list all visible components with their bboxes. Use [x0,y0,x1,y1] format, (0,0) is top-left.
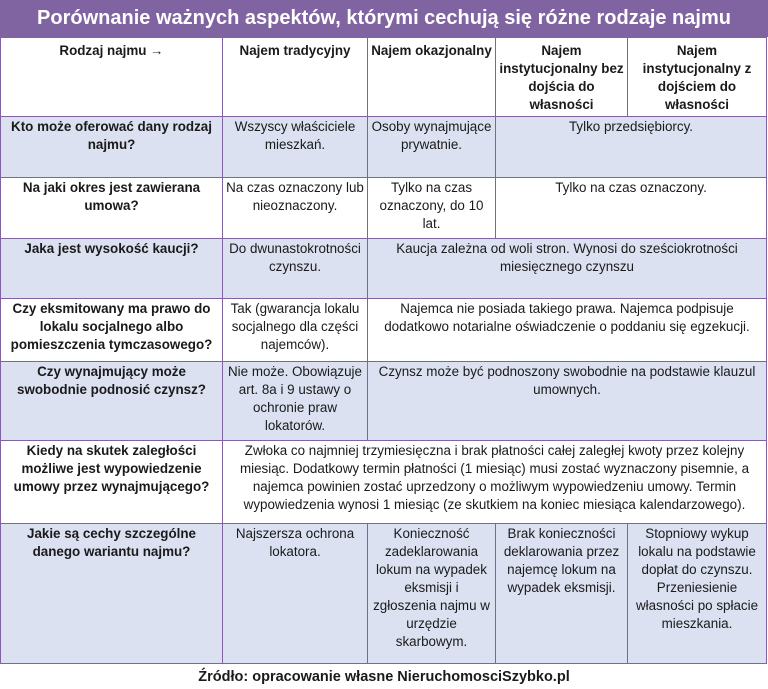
cell-pozostale: Czynsz może być podnoszony swobodnie na podstawie klauzul umownych. [368,362,767,441]
header-cell-bez-dojscia: Najem instytucjonalny bez dojścia do własności [496,38,628,117]
table-row [1,239,767,299]
comparison-table [0,37,767,664]
header-row [1,38,767,117]
cell-pozostale: Najemca nie posiada takiego prawa. Najemca podpisuje dodatkowo notarialne oświadczenie o poddaniu się egzekucji. [368,299,767,362]
cell-pozostale: Kaucja zależna od woli stron. Wynosi do sześciokrotności miesięcznego czynszu [368,239,767,299]
table-row [1,524,767,664]
table-row [1,362,767,441]
cell-tradycyjny: Na czas oznaczony lub nieoznaczony. [223,178,368,239]
row-question: Czy wynajmujący może swobodnie podnosić czynsz? [1,362,223,441]
source-note: Źródło: opracowanie własne NieruchomosciSzybko.pl [198,669,570,685]
row-question: Na jaki okres jest zawierana umowa? [1,178,223,239]
cell-z-dojsciem: Stopniowy wykup lokalu na podstawie dopłat do czynszu. Przeniesienie własności po spłacie mieszkania. [628,524,767,664]
row-question: Kiedy na skutek zaległości możliwe jest wypowiedzenie umowy przez wynajmującego? [1,441,223,524]
row-question: Czy eksmitowany ma prawo do lokalu socjalnego albo pomieszczenia tymczasowego? [1,299,223,362]
header-cell-tradycyjny: Najem tradycyjny [223,38,368,117]
cell-tradycyjny: Nie może. Obowiązuje art. 8a i 9 ustawy o ochronie praw lokatorów. [223,362,368,441]
cell-okazjonalny: Konieczność zadeklarowania lokum na wypadek eksmisji i zgłoszenia najmu w urzędzie skarbowym. [368,524,496,664]
cell-tradycyjny: Tak (gwarancja lokalu socjalnego dla części najemców). [223,299,368,362]
table-row [1,441,767,524]
header-cell-z-dojsciem: Najem instytucjonalny z dojściem do własności [628,38,767,117]
table-row [1,299,767,362]
table-row [1,178,767,239]
cell-instytucjonalny: Tylko przedsiębiorcy. [496,117,767,178]
header-cell-rodzaj: Rodzaj najmu → [1,38,223,117]
row-question: Kto może oferować dany rodzaj najmu? [1,117,223,178]
cell-okazjonalny: Tylko na czas oznaczony, do 10 lat. [368,178,496,239]
row-question: Jaka jest wysokość kaucji? [1,239,223,299]
row-question: Jakie są cechy szczególne danego wariantu najmu? [1,524,223,664]
table-row [1,117,767,178]
cell-wszystkie: Zwłoka co najmniej trzymiesięczna i brak płatności całej zaległej kwoty przez kolejny miesiąc. Dodatkowy termin płatności (1 miesiąc) musi zostać wyznaczony pisemnie, a najemca powinien zostać uprzedzony o możliwym wypowiedzeniu umowy. Termin wypowiedzenia wynosi 1 miesiąc (ze skutkiem na koniec miesiąca kalendarzowego). [223,441,767,524]
page-title: Porównanie ważnych aspektów, którymi cechują się różne rodzaje najmu [0,0,768,37]
cell-bez-dojscia: Brak konieczności deklarowania przez najemcę lokum na wypadek eksmisji. [496,524,628,664]
cell-instytucjonalny: Tylko na czas oznaczony. [496,178,767,239]
header-cell-okazjonalny: Najem okazjonalny [368,38,496,117]
cell-tradycyjny: Do dwunastokrotności czynszu. [223,239,368,299]
cell-tradycyjny: Wszyscy właściciele mieszkań. [223,117,368,178]
cell-tradycyjny: Najszersza ochrona lokatora. [223,524,368,664]
cell-okazjonalny: Osoby wynajmujące prywatnie. [368,117,496,178]
